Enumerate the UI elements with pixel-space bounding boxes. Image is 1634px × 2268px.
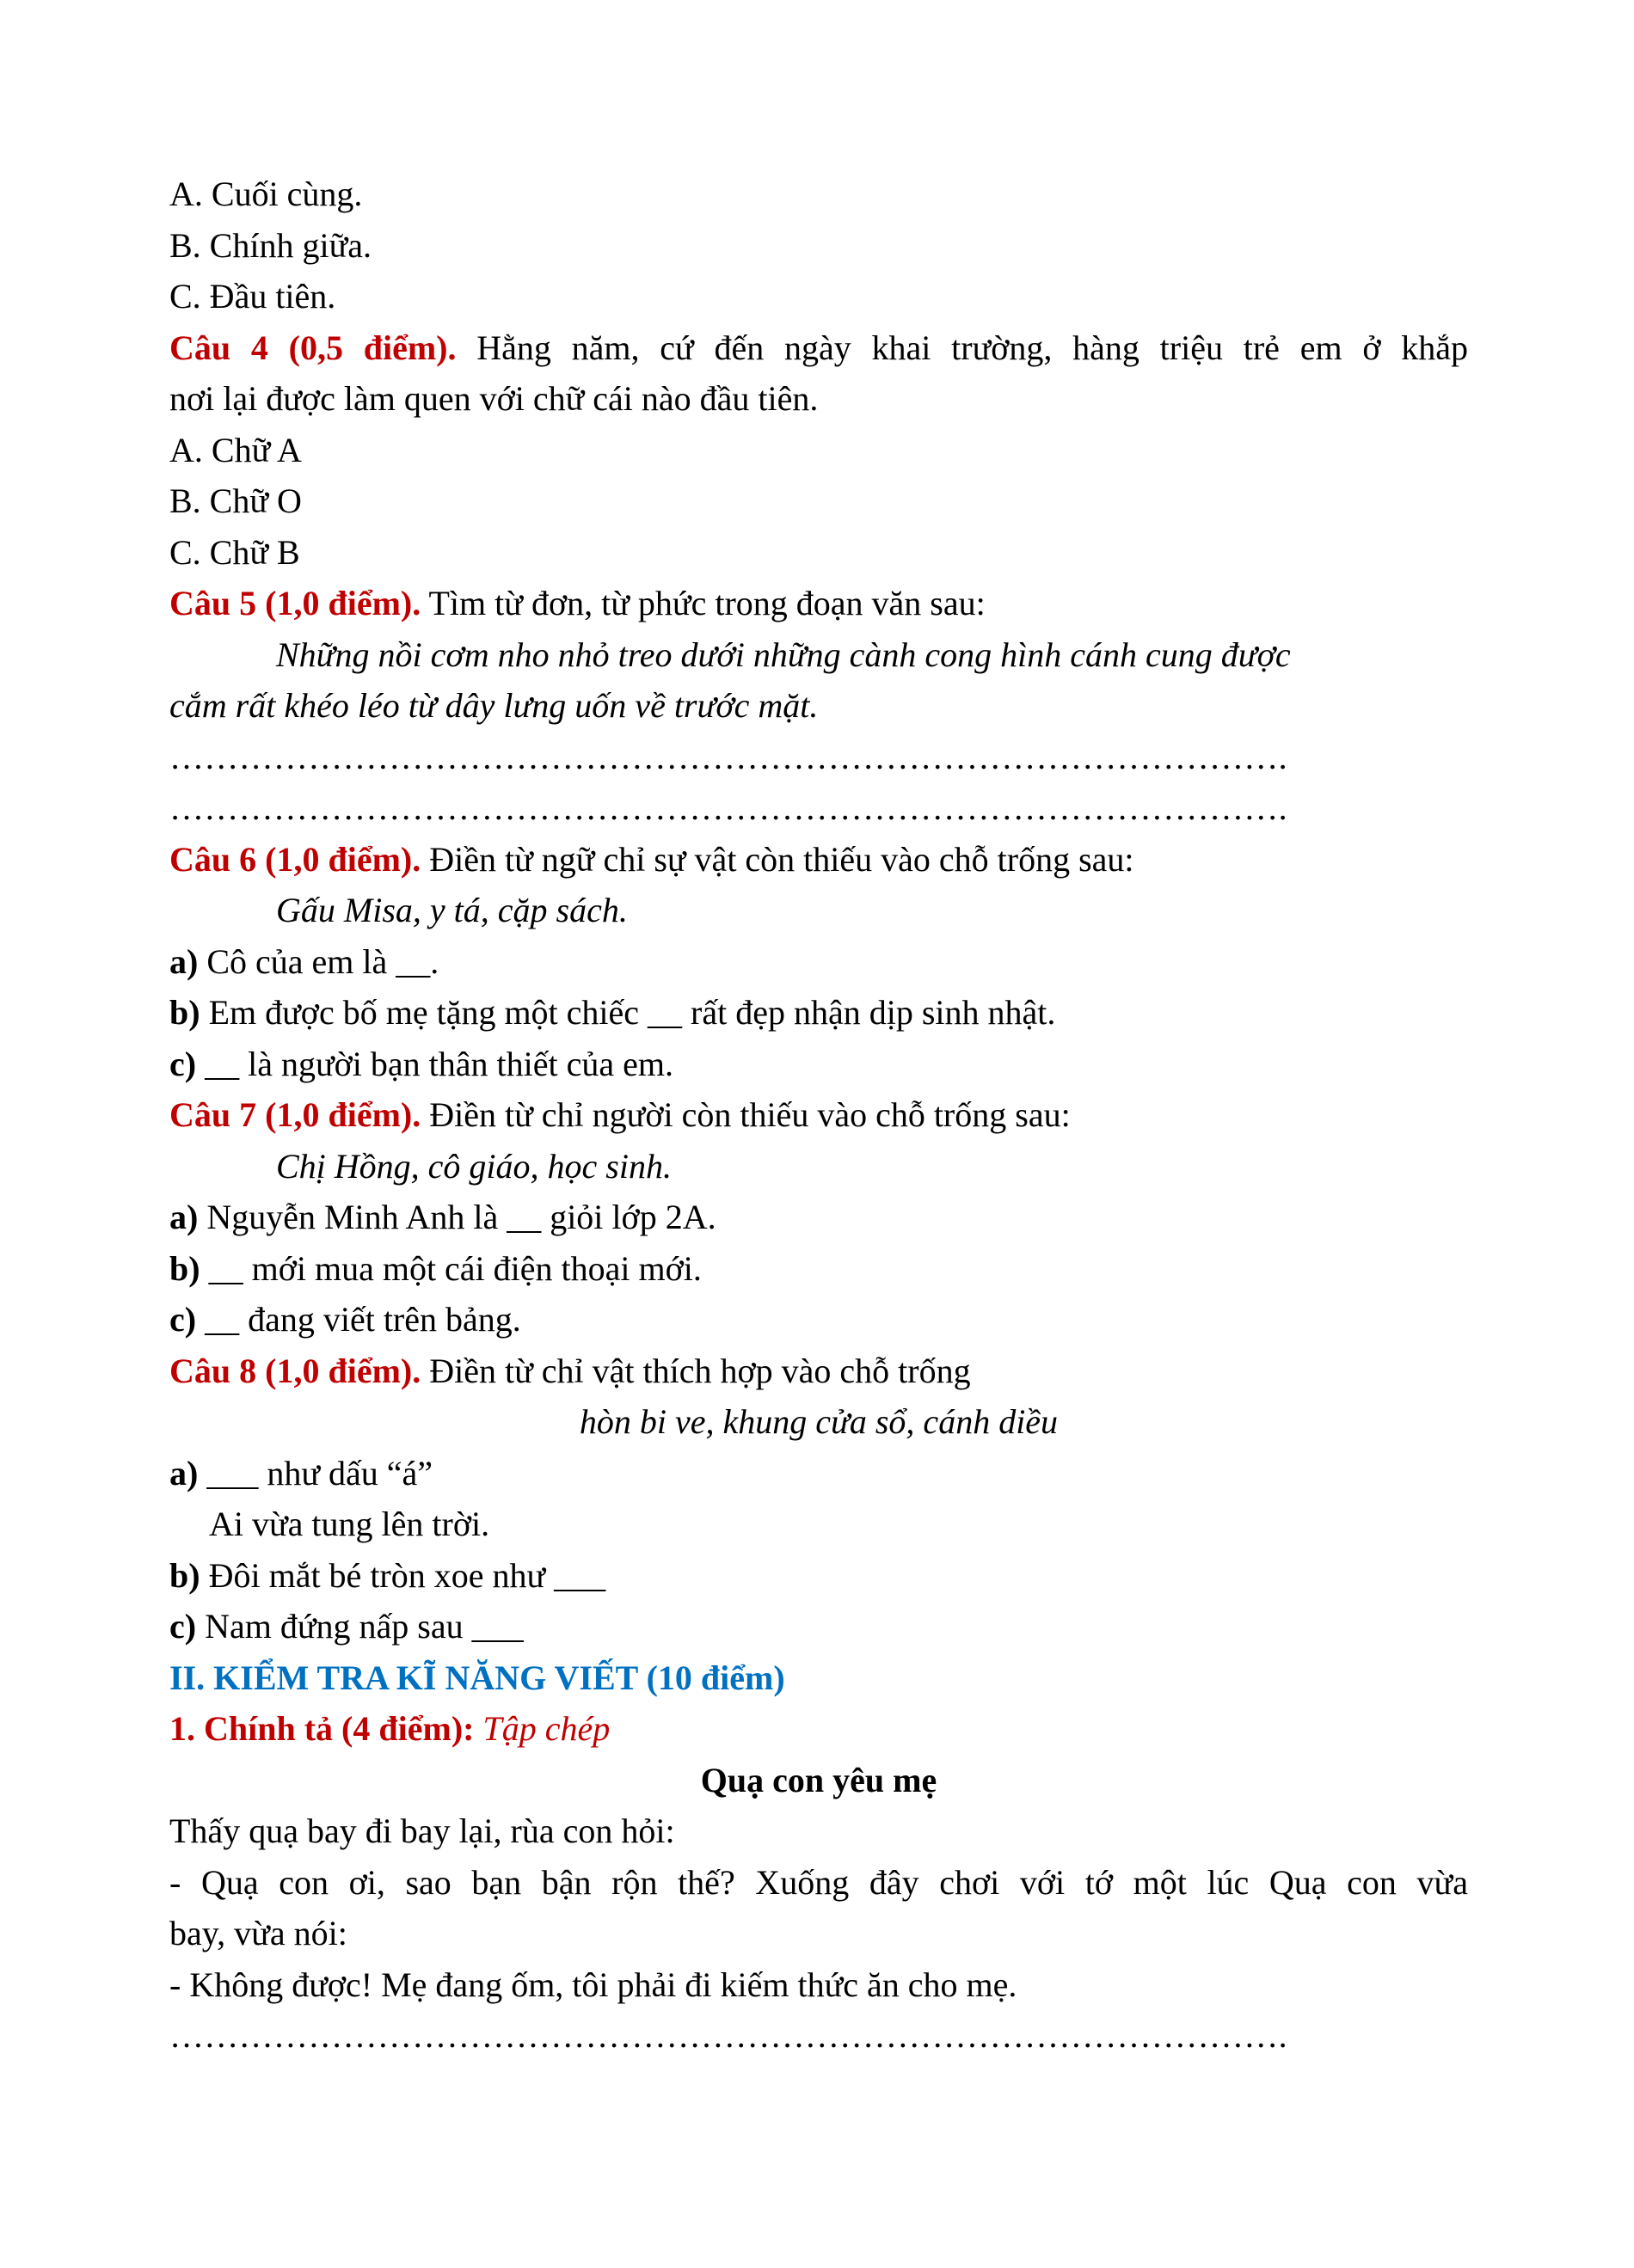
q3-option-a: A. Cuối cùng.	[169, 175, 363, 213]
q5-passage-line2: cắm rất khéo léo từ dây lưng uốn về trước mặt.	[169, 686, 819, 725]
q3-option-b: B. Chính giữa.	[169, 225, 372, 265]
q6-item-b	[169, 987, 1468, 1039]
story-line-2: - Quạ con ơi, sao bạn bận rộn thế? Xuống đây chơi với tớ một lúc Quạ con vừa	[169, 1862, 1468, 1902]
q6-prompt	[169, 834, 1468, 886]
q6-text: Điền từ ngữ chỉ sự vật còn thiếu vào chỗ trống sau:	[421, 839, 1134, 879]
item-mark: c)	[169, 1607, 197, 1646]
q4-label: Câu 4 (0,5 điểm).	[169, 328, 457, 367]
q7-item-c	[169, 1294, 1468, 1345]
q5-label: Câu 5 (1,0 điểm).	[169, 584, 421, 622]
item-mark: a)	[169, 941, 199, 981]
q8-label: Câu 8 (1,0 điểm).	[169, 1351, 421, 1390]
item-text: __ đang viết trên bảng.	[196, 1300, 521, 1339]
q6-item-a	[169, 936, 1468, 988]
section-heading: II. KIỂM TRA KĨ NĂNG VIẾT (10 điểm)	[169, 1658, 785, 1697]
q4-text: Hằng năm, cứ đến ngày khai trường, hàng triệu trẻ em ở khắp	[456, 328, 1468, 367]
q4-option-a: A. Chữ A	[169, 430, 302, 469]
item-mark: a)	[169, 1453, 199, 1493]
q7-item-b	[169, 1243, 1468, 1295]
q8-word-bank: hòn bi ve, khung cửa sổ, cánh diều	[579, 1402, 1059, 1441]
q8-item-a	[169, 1448, 1468, 1499]
worksheet-page	[169, 169, 1468, 2062]
q5-prompt	[169, 578, 1468, 629]
item-mark: b)	[169, 1248, 200, 1288]
writing-answer-line: …………………………………………………………………………………….	[169, 2016, 1287, 2055]
q4-prompt-line1	[169, 322, 1468, 374]
q4-option-c: C. Chữ B	[169, 532, 300, 572]
item-mark: c)	[169, 1044, 197, 1083]
q3-option-c: C. Đầu tiên.	[169, 277, 336, 316]
item-text: ___ như dấu “á”	[198, 1453, 433, 1493]
q5-passage-line1: Những nồi cơm nho nhỏ treo dưới những cành cong hình cánh cung được	[276, 634, 1291, 674]
q6-word-bank: Gấu Misa, y tá, cặp sách.	[276, 891, 628, 929]
q6-item-c	[169, 1039, 1468, 1090]
q4-option-b: B. Chữ O	[169, 481, 302, 520]
q7-label: Câu 7 (1,0 điểm).	[169, 1095, 421, 1134]
story-line-3: bay, vừa nói:	[169, 1914, 347, 1952]
item-mark: c)	[169, 1300, 197, 1339]
item-text: Nam đứng nấp sau ___	[196, 1607, 524, 1646]
q5-text: Tìm từ đơn, từ phức trong đoạn văn sau:	[421, 584, 986, 622]
dictation-label: 1. Chính tả (4 điểm):	[169, 1709, 475, 1748]
q8-item-c	[169, 1601, 1468, 1652]
item-mark: a)	[169, 1198, 199, 1236]
q7-text: Điền từ chỉ người còn thiếu vào chỗ trống sau:	[421, 1095, 1071, 1134]
story-line-4: - Không được! Mẹ đang ốm, tôi phải đi kiếm thức ăn cho mẹ.	[169, 1965, 1017, 2004]
item-text: Em được bố mẹ tặng một chiếc __ rất đẹp nhận dịp sinh nhật.	[200, 993, 1056, 1032]
q8-text: Điền từ chỉ vật thích hợp vào chỗ trống	[421, 1351, 971, 1390]
q8-item-b	[169, 1550, 1468, 1602]
story-line-1: Thấy quạ bay đi bay lại, rùa con hỏi:	[169, 1811, 675, 1850]
item-mark: b)	[169, 1555, 200, 1595]
q8-prompt	[169, 1345, 1468, 1397]
item-text: __ là người bạn thân thiết của em.	[196, 1044, 673, 1083]
q8-item-a-line2: Ai vừa tung lên trời.	[209, 1505, 490, 1543]
item-text: __ mới mua một cái điện thoại mới.	[200, 1248, 702, 1288]
q7-word-bank: Chị Hồng, cô giáo, học sinh.	[276, 1146, 672, 1186]
q5-answer-line: …………………………………………………………………………………….	[169, 788, 1287, 827]
item-mark: b)	[169, 993, 200, 1032]
q4-prompt-line2: nơi lại được làm quen với chữ cái nào đầu tiên.	[169, 379, 819, 418]
q7-item-a	[169, 1192, 1468, 1243]
story-title: Quạ con yêu mẹ	[700, 1760, 937, 1799]
q6-label: Câu 6 (1,0 điểm).	[169, 839, 421, 879]
q5-answer-line: …………………………………………………………………………………….	[169, 737, 1287, 776]
dictation-type: Tập chép	[474, 1709, 611, 1748]
item-text: Cô của em là __.	[198, 941, 439, 981]
dictation-heading	[169, 1703, 1468, 1755]
q7-prompt	[169, 1089, 1468, 1141]
item-text: Đôi mắt bé tròn xoe như ___	[200, 1555, 606, 1595]
item-text: Nguyễn Minh Anh là __ giỏi lớp 2A.	[198, 1198, 716, 1236]
